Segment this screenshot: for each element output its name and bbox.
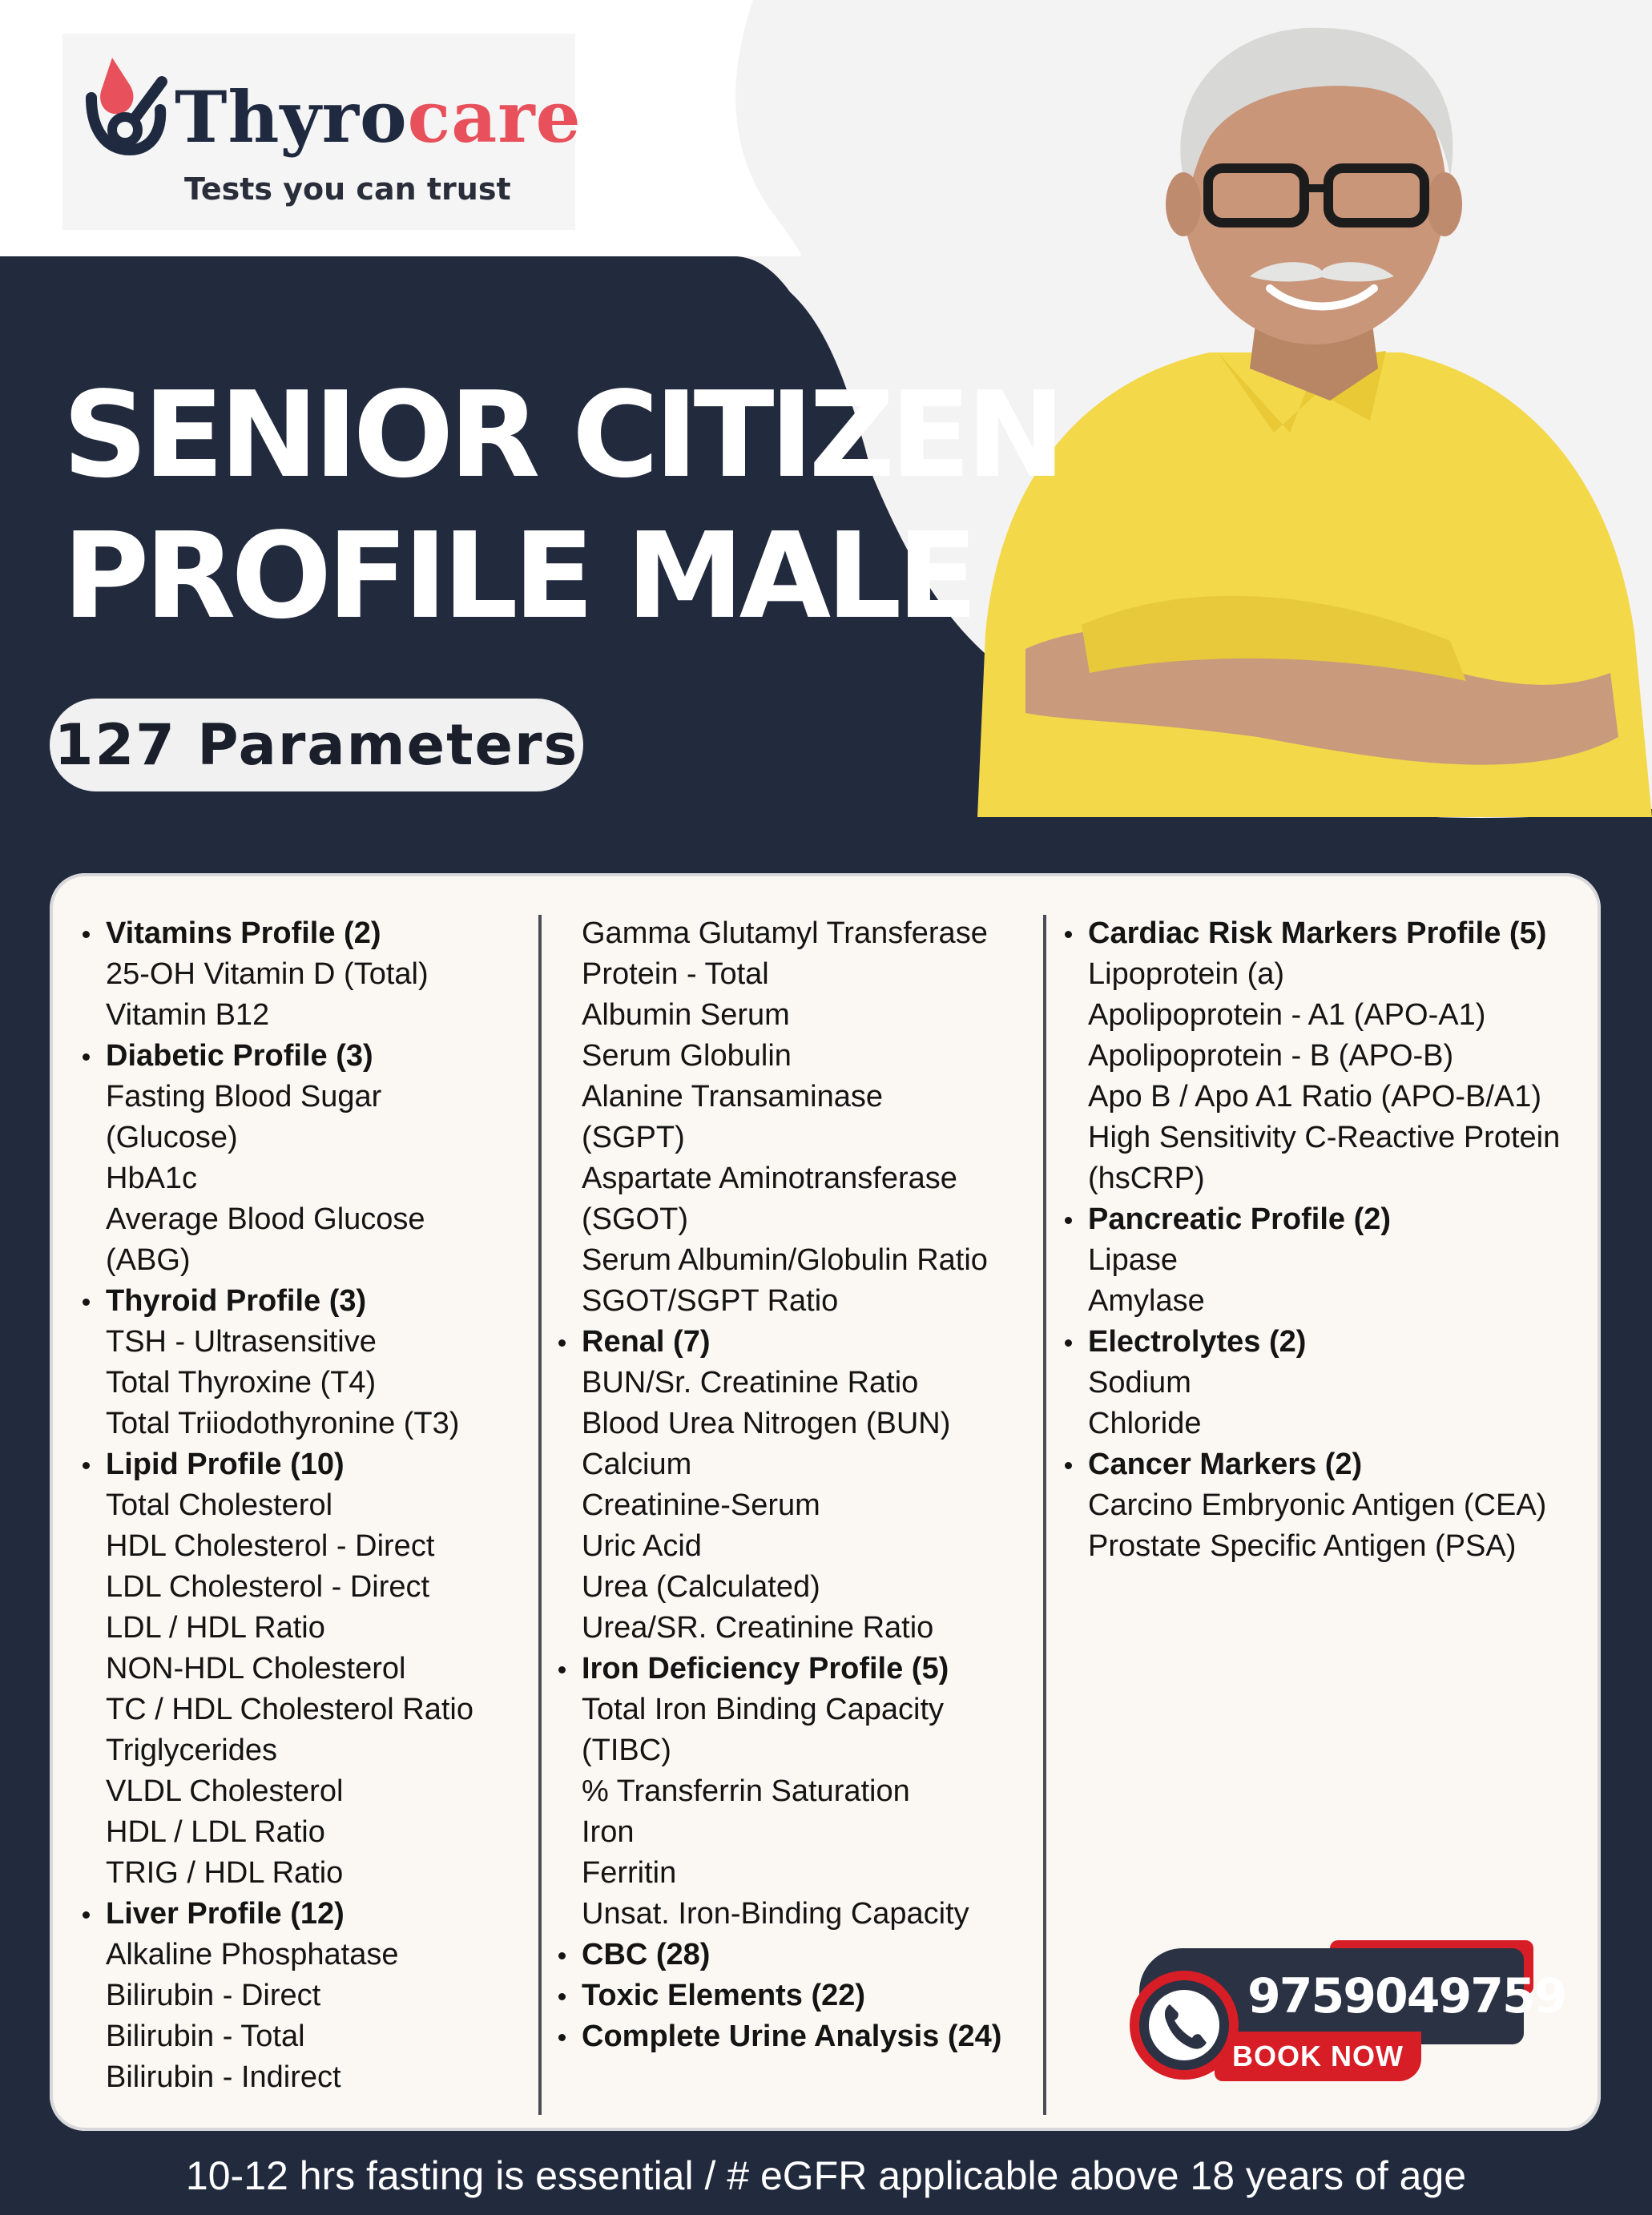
test-item: Total Triiodothyronine (T3) [106, 1407, 460, 1440]
test-item: Alkaline Phosphatase [106, 1938, 399, 1971]
test-item: Serum Globulin [582, 1039, 792, 1073]
test-item: High Sensitivity C-Reactive Protein [1088, 1121, 1561, 1154]
test-item: Unsat. Iron-Binding Capacity [582, 1897, 969, 1931]
test-group-heading: Complete Urine Analysis (24) [582, 2016, 1030, 2057]
phone-icon[interactable] [1128, 1969, 1240, 2081]
column-divider [1043, 915, 1046, 2115]
test-item: Average Blood Glucose [106, 1202, 425, 1236]
test-group-heading: Renal (7) [582, 1322, 1030, 1363]
test-item: Aspartate Aminotransferase [582, 1162, 957, 1195]
test-group-heading: Thyroid Profile (3) [106, 1281, 538, 1322]
test-item: Blood Urea Nitrogen (BUN) [582, 1407, 951, 1440]
test-column-2 [582, 913, 1030, 2057]
test-group-heading: Vitamins Profile (2) [106, 913, 538, 954]
test-item: Protein - Total [582, 957, 769, 991]
test-item: Apo B / Apo A1 Ratio (APO-B/A1) [1088, 1080, 1542, 1114]
test-item: Lipase [1088, 1243, 1178, 1277]
test-item: (TIBC) [582, 1734, 671, 1767]
test-item: Total Cholesterol [106, 1488, 333, 1522]
test-item: (ABG) [106, 1243, 191, 1277]
test-item: TSH - Ultrasensitive [106, 1325, 377, 1359]
test-item: TC / HDL Cholesterol Ratio [106, 1693, 473, 1726]
test-item: (Glucose) [106, 1121, 238, 1154]
test-group-heading: Lipid Profile (10) [106, 1444, 538, 1485]
brand-name-part1: Thyro [175, 75, 408, 159]
test-item: Lipoprotein (a) [1088, 957, 1285, 991]
test-group-heading: Cardiac Risk Markers Profile (5) [1088, 913, 1593, 954]
test-item: (SGOT) [582, 1202, 688, 1236]
test-item: Creatinine-Serum [582, 1488, 820, 1522]
test-item: HDL Cholesterol - Direct [106, 1529, 435, 1563]
test-item: Total Iron Binding Capacity [582, 1693, 945, 1726]
test-column-1 [106, 913, 538, 2098]
test-item: Vitamin B12 [106, 998, 270, 1032]
phone-number[interactable]: 9759049759 [1247, 1968, 1566, 2024]
test-item: Apolipoprotein - A1 (APO-A1) [1088, 998, 1486, 1032]
test-item: Urea/SR. Creatinine Ratio [582, 1611, 934, 1645]
test-item: HbA1c [106, 1162, 198, 1195]
test-column-3 [1088, 913, 1593, 1567]
brand-logo [62, 34, 582, 230]
test-item: (hsCRP) [1088, 1162, 1205, 1195]
column-divider [538, 915, 542, 2115]
test-item: Bilirubin - Direct [106, 1979, 321, 2012]
book-now-button[interactable] [1215, 2032, 1421, 2081]
test-item: NON-HDL Cholesterol [106, 1652, 406, 1685]
test-item: Amylase [1088, 1284, 1205, 1318]
test-group-heading: Liver Profile (12) [106, 1894, 538, 1935]
test-item: % Transferrin Saturation [582, 1774, 910, 1808]
test-item: Carcino Embryonic Antigen (CEA) [1088, 1488, 1547, 1522]
page-title [62, 364, 1061, 646]
test-item: LDL Cholesterol - Direct [106, 1570, 430, 1604]
test-item: BUN/Sr. Creatinine Ratio [582, 1366, 919, 1399]
footer-note: 10-12 hrs fasting is essential / # eGFR applicable above 18 years of age [185, 2153, 1467, 2198]
test-item: Triglycerides [106, 1734, 277, 1767]
thyrocare-logo-icon [82, 50, 170, 170]
test-item: Fasting Blood Sugar [106, 1080, 382, 1114]
test-item: SGOT/SGPT Ratio [582, 1284, 839, 1318]
test-item: Alanine Transaminase [582, 1080, 883, 1114]
test-item: HDL / LDL Ratio [106, 1815, 325, 1849]
test-item: Total Thyroxine (T4) [106, 1366, 377, 1399]
book-now-label: BOOK NOW [1232, 2040, 1404, 2072]
title-line-2: PROFILE MALE [62, 507, 973, 645]
test-item: TRIG / HDL Ratio [106, 1856, 344, 1890]
test-item: Bilirubin - Total [106, 2020, 305, 2053]
test-item: Chloride [1088, 1407, 1202, 1440]
test-item: Iron [582, 1815, 635, 1849]
test-item: Prostate Specific Antigen (PSA) [1088, 1529, 1517, 1563]
test-group-heading: CBC (28) [582, 1935, 1030, 1975]
test-group-heading: Diabetic Profile (3) [106, 1036, 538, 1077]
test-item: 25-OH Vitamin D (Total) [106, 957, 429, 991]
test-group-heading: Cancer Markers (2) [1088, 1444, 1593, 1485]
test-item: Bilirubin - Indirect [106, 2060, 341, 2094]
title-line-1: SENIOR CITIZEN [62, 366, 1061, 504]
test-group-heading: Electrolytes (2) [1088, 1322, 1593, 1363]
test-item: VLDL Cholesterol [106, 1774, 344, 1808]
test-item: Gamma Glutamyl Transferase [582, 916, 988, 950]
parameters-badge-label: 127 Parameters [54, 712, 579, 778]
test-item: (SGPT) [582, 1121, 685, 1154]
test-item: Sodium [1088, 1366, 1191, 1399]
brand-name-part2: care [407, 75, 582, 159]
test-group-heading: Toxic Elements (22) [582, 1975, 1030, 2016]
test-item: Uric Acid [582, 1529, 702, 1563]
test-item: Calcium [582, 1448, 692, 1481]
book-now-banner[interactable] [1128, 1937, 1566, 2086]
brand-tagline: Tests you can trust [184, 171, 511, 207]
brand-name [175, 75, 582, 159]
test-item: Serum Albumin/Globulin Ratio [582, 1243, 988, 1277]
test-group-heading: Iron Deficiency Profile (5) [582, 1649, 1030, 1689]
test-item: Urea (Calculated) [582, 1570, 820, 1604]
test-item: Ferritin [582, 1856, 677, 1890]
test-item: Albumin Serum [582, 998, 790, 1032]
test-group-heading: Pancreatic Profile (2) [1088, 1199, 1593, 1240]
test-item: Apolipoprotein - B (APO-B) [1088, 1039, 1454, 1073]
parameters-badge [50, 699, 583, 791]
test-item: LDL / HDL Ratio [106, 1611, 325, 1645]
